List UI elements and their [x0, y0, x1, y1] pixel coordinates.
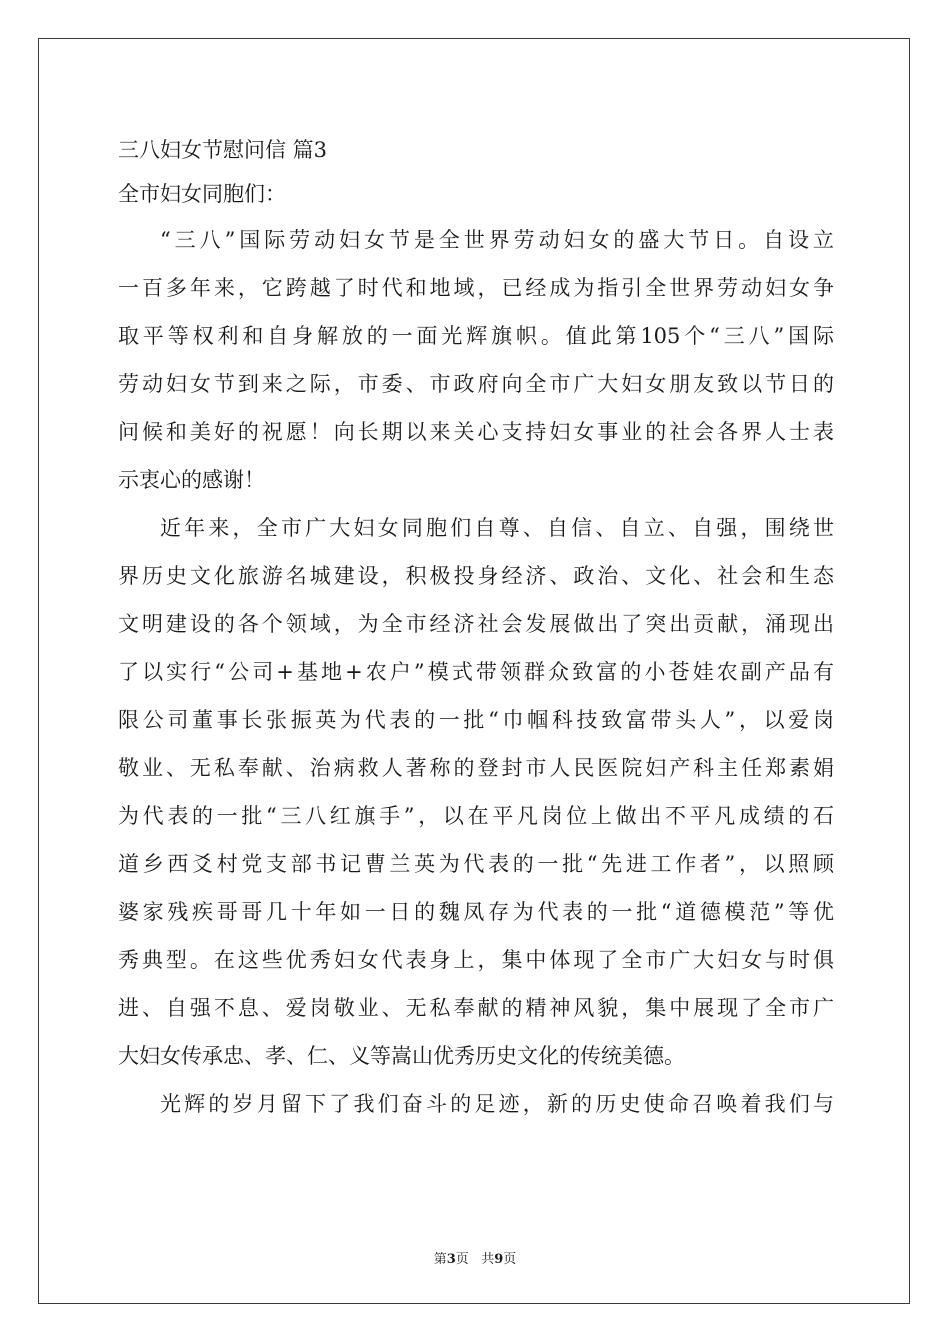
text-line: 婆家残疾哥哥几十年如一日的魏凤存为代表的一批“道德模范”等优 — [118, 900, 834, 924]
document-body — [118, 128, 834, 1128]
text-line: 文明建设的各个领域，为全市经济社会发展做出了突出贡献，涌现出 — [118, 612, 834, 636]
text-line: 界历史文化旅游名城建设，积极投身经济、政治、文化、社会和生态 — [118, 564, 834, 588]
document-title: 三八妇女节慰问信 篇3 — [118, 138, 328, 162]
text-line: 问候和美好的祝愿！向长期以来关心支持妇女事业的社会各界人士表 — [118, 420, 834, 444]
footer-prefix: 第 — [433, 1252, 447, 1267]
text-line: “三八”国际劳动妇女节是全世界劳动妇女的盛大节日。自设立 — [160, 228, 834, 252]
paragraph-1 — [118, 216, 834, 504]
text-line: 限公司董事长张振英为代表的一批“巾帼科技致富带头人”，以爱岗 — [118, 708, 834, 732]
text-line: 秀典型。在这些优秀妇女代表身上，集中体现了全市广大妇女与时俱 — [118, 948, 834, 972]
text-line: 近年来，全市广大妇女同胞们自尊、自信、自立、自强，围绕世 — [160, 516, 834, 540]
text-line: 取平等权利和自身解放的一面光辉旗帜。值此第105个“三八”国际 — [118, 324, 834, 348]
paragraph-2 — [118, 504, 834, 1080]
text-line: 示衷心的感谢！ — [118, 468, 265, 492]
text-line: 大妇女传承忠、孝、仁、义等嵩山优秀历史文化的传统美德。 — [118, 1044, 685, 1068]
salutation: 全市妇女同胞们： — [118, 182, 286, 206]
text-line: 了以实行“公司+基地+农户”模式带领群众致富的小苍娃农副产品有 — [118, 660, 834, 684]
text-line: 道乡西爻村党支部书记曹兰英为代表的一批“先进工作者”，以照顾 — [118, 852, 834, 876]
text-line: 为代表的一批“三八红旗手”，以在平凡岗位上做出不平凡成绩的石 — [118, 804, 834, 828]
text-line: 光辉的岁月留下了我们奋斗的足迹，新的历史使命召唤着我们与 — [160, 1092, 834, 1116]
text-line: 劳动妇女节到来之际，市委、市政府向全市广大妇女朋友致以节日的 — [118, 372, 834, 396]
text-line: 进、自强不息、爱岗敬业、无私奉献的精神风貌，集中展现了全市广 — [118, 996, 834, 1020]
text-line: 敬业、无私奉献、治病救人著称的登封市人民医院妇产科主任郑素娟 — [118, 756, 834, 780]
footer-suffix: 页 — [503, 1252, 517, 1267]
text-line: 一百多年来，它跨越了时代和地域，已经成为指引全世界劳动妇女争 — [118, 276, 834, 300]
current-page-number: 3 — [446, 1252, 456, 1267]
paragraph-3 — [118, 1080, 834, 1128]
footer-mid: 页 共 — [455, 1252, 495, 1267]
page-footer — [0, 1248, 950, 1267]
total-page-number: 9 — [494, 1252, 504, 1267]
